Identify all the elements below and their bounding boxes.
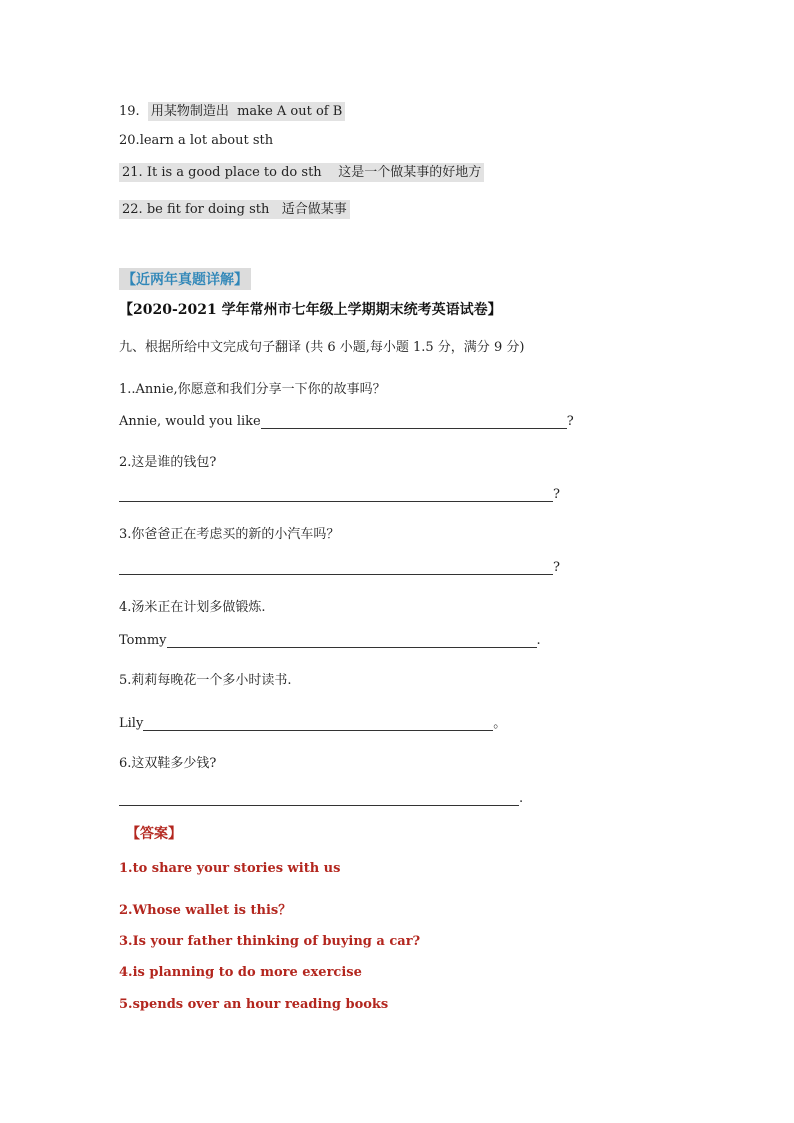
vocab-item-21 — [119, 161, 484, 180]
answer-line-4 — [119, 633, 541, 648]
answer-blank[interactable] — [119, 560, 553, 575]
vocab-item-20 — [119, 133, 273, 148]
vocab-number: 19. — [119, 104, 140, 119]
answer-end: . — [519, 791, 524, 806]
question-prompt-6: 6.这双鞋多少钱? — [119, 756, 217, 771]
section-tag: 【近两年真题详解】 — [119, 268, 251, 290]
answer-tag: 【答案】 — [126, 826, 182, 842]
vocab-english: learn a lot about sth — [139, 133, 274, 148]
answer-3: 3.Is your father thinking of buying a car? — [119, 934, 421, 949]
vocab-item-19 — [119, 100, 345, 119]
instruction: 九、根据所给中文完成句子翻译 (共 6 小题,每小题 1.5 分，满分 9 分) — [119, 340, 525, 355]
question-prompt-4: 4.汤米正在计划多做锻炼. — [119, 600, 266, 615]
vocab-item-22 — [119, 198, 350, 217]
answer-line-1 — [119, 414, 574, 429]
answer-lead: Lily — [119, 716, 144, 731]
answer-4: 4.is planning to do more exercise — [119, 965, 362, 980]
answer-end: ? — [553, 560, 560, 575]
answer-end: ? — [566, 414, 574, 429]
answer-line-6 — [119, 791, 523, 806]
answer-blank[interactable] — [261, 414, 567, 429]
answer-2: 2.Whose wallet is this？ — [119, 903, 292, 918]
answer-blank[interactable] — [143, 716, 493, 731]
exam-title: 【2020-2021 学年常州市七年级上学期期末统考英语试卷】 — [119, 302, 502, 318]
answer-line-3 — [119, 560, 560, 575]
vocab-chinese: 用某物制造出 make A out of B — [148, 102, 345, 121]
answer-end: ? — [553, 487, 560, 502]
question-prompt-1: 1..Annie,你愿意和我们分享一下你的故事吗？ — [119, 382, 386, 397]
answer-end: 。 — [493, 716, 507, 731]
answer-blank[interactable] — [119, 791, 519, 806]
answer-line-2 — [119, 487, 560, 502]
vocab-highlight: 22. be fit for doing sth 适合做某事 — [119, 200, 350, 219]
answer-5: 5.spends over an hour reading books — [119, 997, 389, 1012]
vocab-number: 20. — [119, 133, 140, 148]
question-prompt-3: 3.你爸爸正在考虑买的新的小汽车吗？ — [119, 527, 340, 542]
answer-1: 1.to share your stories with us — [119, 861, 341, 876]
question-prompt-5: 5.莉莉每晚花一个多小时读书. — [119, 673, 292, 688]
answer-line-5 — [119, 712, 506, 731]
answer-lead: Annie, would you like — [119, 414, 261, 429]
question-prompt-2: 2.这是谁的钱包? — [119, 455, 217, 470]
vocab-highlight: 21. It is a good place to do sth 这是一个做某事的好地方 — [119, 163, 484, 182]
answer-lead: Tommy — [119, 633, 167, 648]
answer-blank[interactable] — [119, 487, 553, 502]
answer-end: . — [536, 633, 541, 648]
answer-blank[interactable] — [167, 633, 537, 648]
